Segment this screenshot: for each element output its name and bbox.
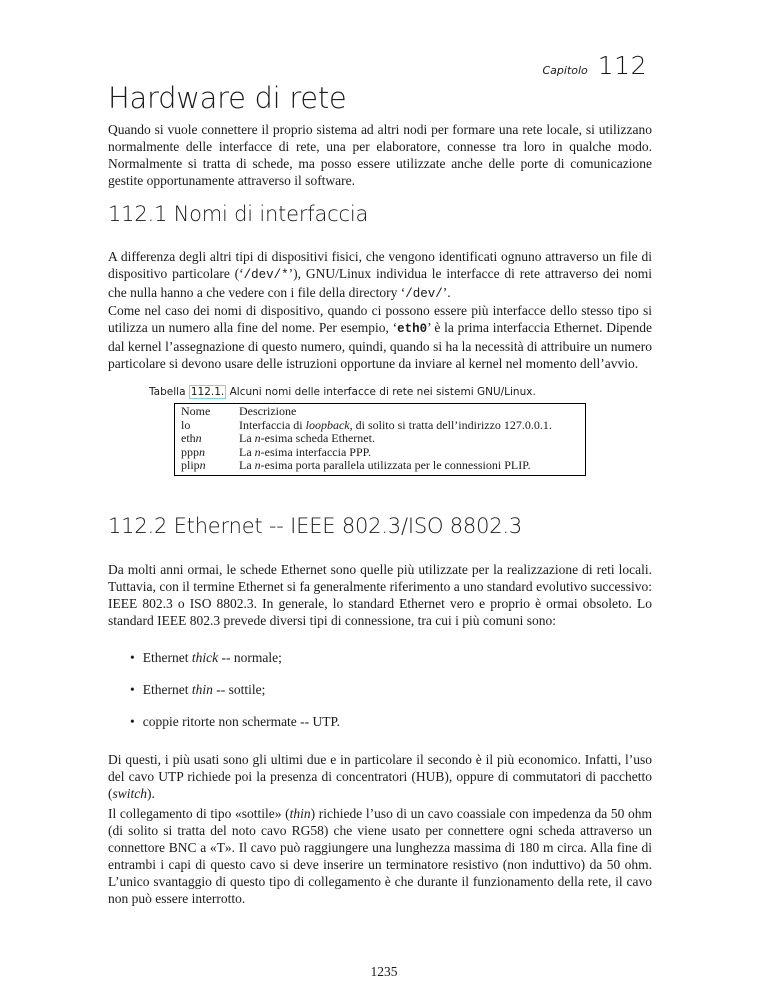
text-run: -esima scheda Ethernet. xyxy=(260,431,375,446)
text-run: La xyxy=(239,444,255,459)
table-row xyxy=(175,459,586,475)
text-run: A differenza degli altri tipi di dispositivi fisici, che vengono identificati ognuno attraverso un file di dispositivo particolare (‘ xyxy=(108,249,652,281)
table-cell-name xyxy=(175,419,234,433)
interface-names-table xyxy=(174,403,586,476)
text-run: Interfaccia di xyxy=(239,417,306,432)
section1-paragraph-2 xyxy=(108,302,652,372)
text-run: Ethernet xyxy=(142,650,192,665)
chapter-label xyxy=(542,51,647,80)
list-item xyxy=(130,649,340,666)
text-run: ppp xyxy=(181,444,199,459)
table-number-link[interactable]: 112.1. xyxy=(190,386,225,398)
text-run: Il collegamento di tipo «sottile» ( xyxy=(108,806,290,821)
page-number: 1235 xyxy=(370,964,398,979)
text-run: n xyxy=(254,458,261,473)
text-run: plip xyxy=(181,458,200,473)
section2-paragraph-2 xyxy=(108,751,652,802)
text-run: -esima interfaccia PPP. xyxy=(260,444,371,459)
text-run: Di questi, i più usati sono gli ultimi due e in particolare il secondo è il più economico. Infatti, l’uso del cavo UTP richiede poi la presenza di concentratori (HUB), oppure di commutatori di pacchetto ( xyxy=(108,752,652,801)
text-run: ) richiede l’uso di un cavo coassiale con impedenza da 50 ohm (di solito si tratta del noto cavo RG58) che viene usato per connettere ogni scheda attraverso un connettore BNC a «T». Il cavo può raggiungere una lunghezza massima di 180 m circa. Alla fine di entrambi i capi di questo cavo si deve inserire un terminatore resistivo (non induttivo) da 50 ohm. L’unico svantaggio di questo tipo di collegamento è che durante il funzionamento della rete, il cavo non può essere interrotto. xyxy=(108,806,653,906)
text-run: , di solito si tratta dell’indirizzo 127.0.0.1. xyxy=(349,417,552,432)
text-run: thick xyxy=(191,650,219,665)
chapter-number: 112 xyxy=(597,51,647,80)
table-row xyxy=(175,446,586,460)
text-run: coppie ritorte non schermate -- UTP. xyxy=(142,714,340,729)
text-run: ’. xyxy=(442,285,451,300)
text-run: Come nel caso dei nomi di dispositivo, quando ci possono essere più interfacce dello stesso tipo si utilizza un numero alla fine del nome. Per esempio, ‘ xyxy=(108,303,652,335)
inline-code: /dev/ xyxy=(405,287,443,301)
text-run: -esima porta parallela utilizzata per le connessioni PLIP. xyxy=(260,458,531,473)
text-run: Ethernet xyxy=(142,682,192,697)
page-title: Hardware di rete xyxy=(108,81,347,115)
text-run: switch xyxy=(112,786,148,801)
text-run: loopback xyxy=(305,417,350,432)
table-cell-description xyxy=(233,432,586,446)
list-item xyxy=(130,713,340,730)
section2-paragraph-3 xyxy=(108,805,652,907)
table-cell-description xyxy=(233,446,586,460)
table-cell-name xyxy=(175,432,234,446)
table-row xyxy=(175,419,586,433)
section-heading-1: 112.1 Nomi di interfaccia xyxy=(108,202,369,226)
chapter-word: Capitolo xyxy=(542,64,588,77)
text-run: -- normale; xyxy=(218,650,282,665)
text-run: n xyxy=(195,431,202,446)
table-cell-description xyxy=(233,459,586,475)
connection-types-list xyxy=(130,649,340,745)
section-heading-2: 112.2 Ethernet -- IEEE 802.3/ISO 8802.3 xyxy=(108,514,523,538)
text-run: n xyxy=(254,431,261,446)
text-run: n xyxy=(199,444,205,459)
table-cell-name xyxy=(175,446,234,460)
table-caption xyxy=(149,386,536,398)
text-run: lo xyxy=(181,417,191,432)
text-run: ). xyxy=(147,786,155,801)
text-run: La xyxy=(239,431,255,446)
text-run: thin xyxy=(191,682,213,697)
text-run: -- sottile; xyxy=(212,682,266,697)
section2-paragraph-1: Da molti anni ormai, le schede Ethernet sono quelle più utilizzate per la realizzazione di reti locali. Tuttavia, con il termine Ethernet si fa generalmente riferimento a uno standard evolutivo successivo: IEEE 802.3 o ISO 8802.3. In generale, lo standard Ethernet vero e proprio è ormai obsoleto. Lo standard IEEE 802.3 prevede diversi tipi di connessione, tra cui i più comuni sono: xyxy=(108,562,652,628)
text-run: thin xyxy=(289,806,311,821)
inline-code: eth0 xyxy=(397,322,428,336)
intro-paragraph: Quando si vuole connettere il proprio sistema ad altri nodi per formare una rete locale, si utilizzano normalmente delle interfacce di rete, una per elaboratore, connesse tra loro in qualche modo. Normalmente si tratta di schede, ma posso essere utilizzate anche delle porte di comunicazione gestite opportunamente attraverso il software. xyxy=(108,122,652,188)
text-run: eth xyxy=(181,431,196,446)
inline-code: /dev/* xyxy=(243,268,289,282)
text-run: n xyxy=(199,458,206,473)
table-header-name: Nome xyxy=(181,404,211,418)
text-run: ’), GNU/Linux individua le interfacce di rete attraverso dei nomi che nulla hanno a che vedere con i file della directory ‘ xyxy=(108,266,653,300)
table-row xyxy=(175,432,586,446)
table-header-description: Descrizione xyxy=(239,404,297,418)
text-run: La xyxy=(239,458,255,473)
text-run: n xyxy=(254,444,261,459)
table-header-row xyxy=(175,404,586,419)
caption-text: Alcuni nomi delle interfacce di rete nei sistemi GNU/Linux. xyxy=(226,386,536,398)
list-item xyxy=(130,681,340,698)
text-run: ’ è la prima interfaccia Ethernet. Dipende dal kernel l’assegnazione di questo numero, quindi, quando si ha la necessità di attribuire un numero particolare si devono usare delle istruzioni opportune da inviare al kernel nel momento dell’avvio. xyxy=(108,320,653,371)
caption-prefix: Tabella xyxy=(149,386,189,398)
section1-paragraph-1 xyxy=(108,248,652,303)
table-cell-name xyxy=(175,459,234,475)
table-cell-description xyxy=(233,419,586,433)
